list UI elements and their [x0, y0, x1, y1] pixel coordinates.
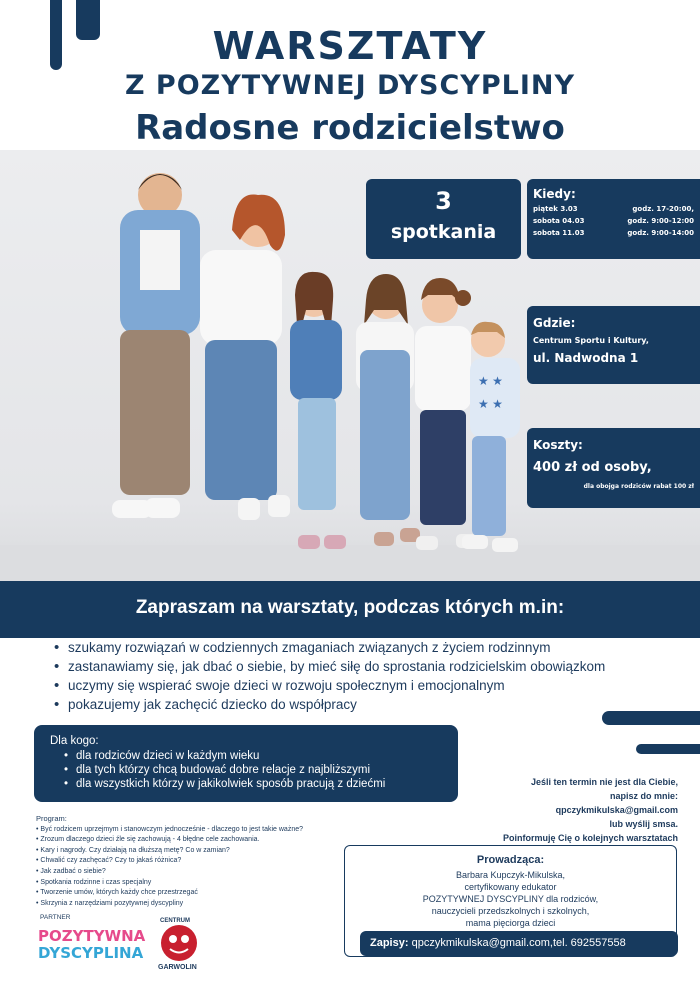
- note-line: Poinformuję Cię o kolejnych warsztatach: [502, 833, 678, 843]
- cost-price: 400 zł od osoby,: [533, 460, 652, 475]
- list-item: • Spotkania rodzinne i czas specjalny: [36, 878, 152, 886]
- program-list: [36, 814, 366, 909]
- mother-figure: [200, 194, 290, 520]
- instructor-line: Barbara Kupczyk-Mikulska,: [455, 870, 566, 880]
- list-item: • szukamy rozwiązań w codziennych zmaganiach związanych z życiem rodzinnym: [54, 640, 674, 655]
- list-item: • pokazujemy jak zachęcić dziecko do współpracy: [54, 697, 674, 712]
- svg-text:★ ★: ★ ★: [478, 374, 503, 388]
- logo-line: DYSCYPLINA: [38, 944, 144, 962]
- schedule-row: [533, 229, 694, 237]
- schedule-time: godz. 9:00-12:00: [627, 217, 694, 225]
- schedule-time: godz. 17-20:00,: [632, 205, 694, 213]
- child-figure-2: [356, 274, 420, 546]
- program-heading: Program:: [36, 814, 67, 823]
- schedule-time: godz. 9:00-14:00: [627, 229, 694, 237]
- cost-box: [527, 428, 700, 508]
- signup-label: Zapisy:: [370, 937, 409, 949]
- signup-contact[interactable]: qpczykmikulska@gmail.com,tel. 692557558: [411, 937, 626, 949]
- partner-label: PARTNER: [40, 914, 71, 921]
- schedule-day: piątek 3.03: [533, 205, 578, 213]
- decor-bar-right-3: [636, 744, 700, 754]
- list-item: • Tworzenie umów, których każdy chce przestrzegać: [36, 889, 198, 897]
- instructor-line: POZYTYWNEJ DYSCYPLINY dla rodziców,: [422, 894, 599, 904]
- positive-discipline-logo: [38, 928, 148, 962]
- list-item: • zastanawiamy się, jak dbać o siebie, by mieć siłę do sprostania rodzicielskim obowiązkom: [54, 659, 674, 674]
- alternate-date-note: [474, 775, 678, 845]
- instructor-line: mama pięciorga dzieci: [465, 918, 556, 928]
- schedule-heading: Kiedy:: [533, 187, 576, 201]
- cost-heading: Koszty:: [533, 438, 583, 452]
- meetings-count-box: [366, 179, 521, 259]
- list-item: • Skrzynia z narzędziami pozytywnej dyscypliny: [36, 899, 184, 907]
- title-positive-discipline: Z POZYTYWNEJ DYSCYPLINY: [124, 70, 576, 101]
- logo-top-text: CENTRUM: [160, 918, 190, 924]
- list-item: • Kary i nagrody. Czy działają na dłuższą metę? Co w zamian?: [36, 846, 230, 854]
- title-workshops: WARSZTATY: [212, 24, 488, 68]
- meetings-label: spotkania: [390, 221, 497, 243]
- schedule-row: [533, 205, 694, 213]
- location-address: ul. Nadwodna 1: [533, 351, 639, 365]
- list-item: • dla rodziców dzieci w każdym wieku: [50, 750, 442, 762]
- list-item: • Jak zadbać o siebie?: [36, 867, 106, 875]
- culture-center-logo: [152, 918, 207, 978]
- father-figure: [112, 173, 200, 518]
- note-email[interactable]: qpczykmikulska@gmail.com: [555, 805, 678, 815]
- logo-bottom-text: GARWOLIN: [158, 964, 197, 971]
- location-heading: Gdzie:: [533, 316, 576, 330]
- svg-text:★ ★: ★ ★: [478, 397, 503, 411]
- topics-list: [54, 640, 674, 716]
- schedule-day: sobota 04.03: [533, 217, 585, 225]
- child-figure-3: [415, 278, 478, 550]
- list-item: • dla tych którzy chcą budować dobre relacje z najbliższymi: [50, 764, 442, 776]
- title-joyful-parenting: Radosne rodzicielstwo: [135, 108, 565, 148]
- instructor-line: nauczycieli przedszkolnych i szkolnych,: [431, 906, 590, 916]
- meetings-count: 3: [435, 187, 452, 215]
- location-place: Centrum Sportu i Kultury,: [533, 336, 649, 345]
- logo-line: POZYTYWNA: [38, 927, 146, 945]
- note-line: Jeśli ten termin nie jest dla Ciebie,: [530, 777, 678, 787]
- audience-box: [34, 725, 458, 802]
- list-item: • Zrozum dlaczego dzieci źle się zachowują - 4 błędne cele zachowania.: [36, 836, 260, 844]
- invite-banner: Zapraszam na warsztaty, podczas których m.in:: [0, 581, 700, 638]
- location-box: [527, 306, 700, 384]
- signup-bar: [360, 931, 678, 956]
- list-item: • Być rodzicem uprzejmym i stanowczym jednocześnie - dlaczego to jest takie ważne?: [36, 825, 304, 833]
- note-line: lub wyślij smsa.: [609, 819, 678, 829]
- list-item: • uczymy się wspierać swoje dzieci w rozwoju społecznym i emocjonalnym: [54, 678, 674, 693]
- list-item: • Chwalić czy zachęcać? Czy to jakaś różnica?: [36, 857, 182, 865]
- schedule-day: sobota 11.03: [533, 229, 585, 237]
- instructor-line: certyfikowany edukator: [464, 882, 557, 892]
- child-figure-1: [290, 272, 346, 549]
- audience-heading: Dla kogo:: [50, 735, 99, 747]
- note-line: napisz do mnie:: [609, 791, 678, 801]
- list-item: • dla wszystkich którzy w jakikolwiek sposób pracują z dziećmi: [50, 778, 442, 790]
- schedule-box: [527, 179, 700, 259]
- cost-discount: dla obojga rodziców rabat 100 zł: [583, 483, 694, 490]
- schedule-row: [533, 217, 694, 225]
- instructor-heading: Prowadząca:: [476, 854, 545, 866]
- audience-list: [50, 750, 442, 790]
